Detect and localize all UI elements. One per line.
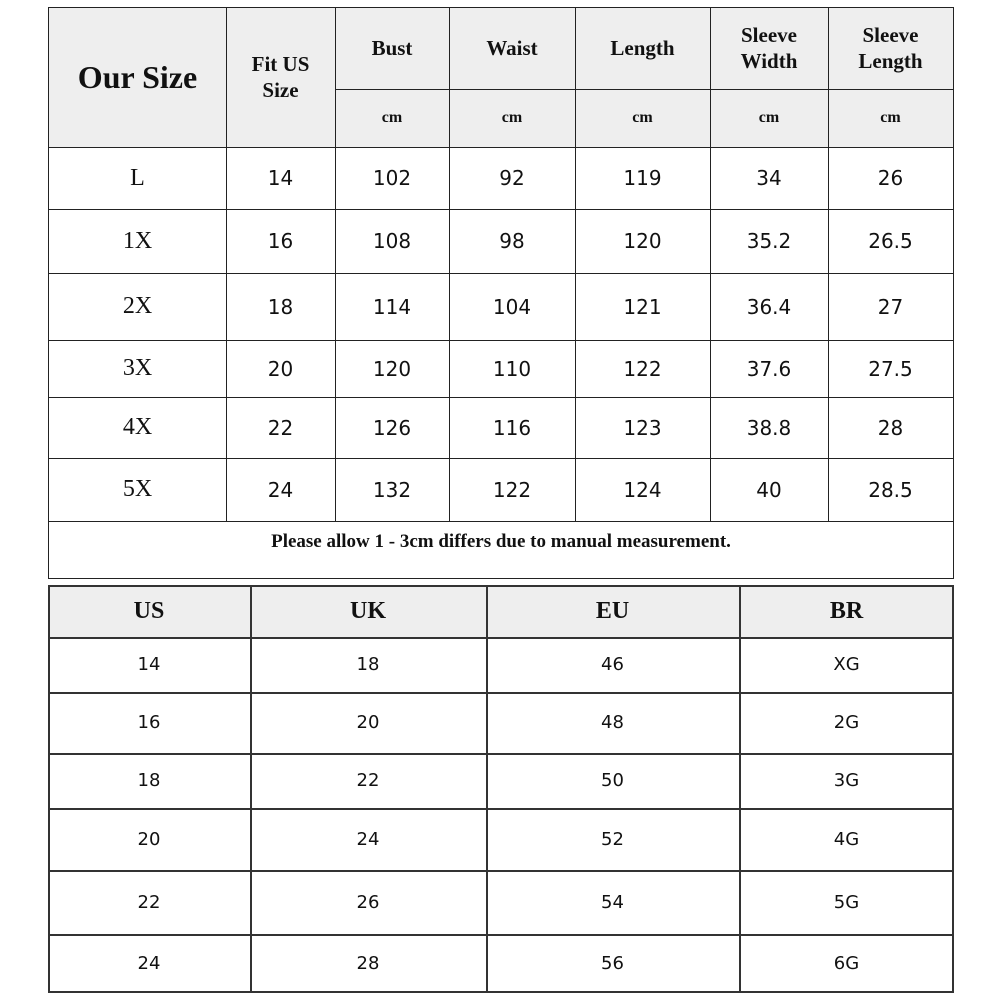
bust-unit (335, 89, 449, 147)
us-size-cell: 14 (137, 654, 161, 675)
measurement-cell: 123 (623, 415, 662, 440)
measurement-cell: 126 (372, 415, 412, 440)
measurement-cell: 114 (372, 294, 412, 319)
conversion-row-divider (48, 637, 954, 639)
eu-size-cell: 54 (601, 891, 624, 913)
measurement-cell: 124 (623, 477, 662, 502)
measurement-cell: 121 (623, 294, 662, 319)
uk-size-cell: 24 (356, 828, 380, 850)
measurement-cell: 40 (756, 477, 782, 502)
size-chart-row-divider (335, 89, 953, 90)
sleeve-width-header-text: Sleeve Width (740, 23, 798, 73)
size-chart-column-divider (828, 8, 829, 521)
uk-header: UK (350, 597, 386, 624)
us-size-cell: 24 (137, 953, 161, 974)
conversion-row-divider (48, 585, 954, 587)
eu-header: EU (595, 597, 630, 624)
eu-size-cell: 46 (601, 654, 624, 675)
br-size-cell: 4G (833, 828, 860, 850)
measurement-cell: 108 (372, 229, 412, 253)
our-size-header-text: Our Size (77, 59, 198, 95)
conversion-row-divider (48, 753, 954, 755)
size-chart-row-divider (49, 209, 953, 210)
conversion-row-divider (48, 808, 954, 810)
sleeve-length-unit (828, 89, 953, 147)
size-chart-column-divider (575, 8, 576, 521)
conversion-column-divider (486, 585, 488, 993)
uk-size-cell: 22 (356, 770, 380, 791)
conversion-row-divider (48, 692, 954, 694)
measurement-cell: 119 (623, 166, 662, 190)
br-size-cell: 6G (833, 953, 860, 974)
conversion-row-divider (48, 934, 954, 936)
measurement-cell: 98 (499, 229, 525, 253)
size-label-cell: 2X (122, 293, 153, 319)
conversion-column-divider (952, 585, 954, 993)
length-header (575, 8, 710, 89)
fit-us-cell: 22 (267, 415, 294, 440)
measurement-cell: 28.5 (868, 477, 913, 502)
waist-header (449, 8, 575, 89)
sleeve-width-unit (710, 89, 828, 147)
conversion-column-divider (48, 585, 50, 993)
bust-header-text: Bust (371, 35, 413, 60)
br-size-cell: 5G (833, 891, 860, 913)
measurement-cell: 122 (492, 477, 532, 502)
waist-header-text: Waist (486, 35, 538, 60)
br-size-cell: 2G (833, 712, 860, 733)
measurement-cell: 116 (492, 415, 532, 440)
sleeve-length-header-text: Sleeve Length (858, 23, 923, 73)
size-chart-row-divider (49, 521, 953, 522)
measurement-cell: 110 (492, 356, 532, 381)
size-chart-column-divider (449, 8, 450, 521)
size-conversion-table (48, 585, 954, 993)
uk-size-cell: 20 (356, 712, 380, 733)
measurement-cell: 122 (623, 356, 662, 381)
measurement-cell: 120 (623, 229, 662, 253)
waist-unit-text: cm (501, 109, 523, 126)
measurement-cell: 27 (877, 294, 904, 319)
us-size-cell: 22 (137, 891, 161, 913)
conversion-column-divider (250, 585, 252, 993)
sleeve-width-header (710, 8, 828, 89)
measurement-cell: 28 (877, 415, 904, 440)
fit-us-cell: 18 (267, 294, 294, 319)
measurement-cell: 36.4 (746, 294, 792, 319)
fit-us-size-header-text: Fit US Size (251, 52, 310, 102)
size-label-cell: 5X (122, 476, 153, 502)
eu-size-cell: 48 (601, 712, 624, 733)
us-size-cell: 18 (137, 770, 161, 791)
uk-size-cell: 26 (356, 891, 380, 913)
measurement-cell: 34 (756, 166, 782, 190)
br-header: BR (829, 597, 864, 624)
uk-size-cell: 28 (356, 953, 380, 974)
br-size-cell: 3G (833, 770, 860, 791)
fit-us-cell: 20 (267, 356, 294, 381)
fit-us-cell: 14 (267, 166, 294, 190)
size-chart-row-divider (49, 397, 953, 398)
sleeve-length-header (828, 8, 953, 89)
length-unit (575, 89, 710, 147)
bust-unit-text: cm (381, 109, 403, 126)
measurement-cell: 35.2 (746, 229, 792, 253)
measurement-cell: 26 (877, 166, 904, 190)
size-label-cell: 1X (122, 227, 153, 254)
size-chart-column-divider (335, 8, 336, 521)
size-label-cell: L (130, 164, 145, 191)
size-chart-row-divider (49, 273, 953, 274)
fit-us-cell: 24 (267, 477, 294, 502)
measurement-cell: 27.5 (868, 356, 913, 381)
measurement-cell: 26.5 (868, 229, 913, 253)
size-chart-row-divider (49, 458, 953, 459)
uk-size-cell: 18 (356, 654, 380, 675)
measurement-cell: 92 (499, 166, 525, 190)
br-size-cell: XG (833, 654, 860, 675)
sleeve-length-unit-text: cm (880, 109, 901, 126)
measurement-note-text: Please allow 1 - 3cm differs due to manual measurement. (271, 531, 731, 552)
eu-size-cell: 50 (601, 770, 624, 791)
measurement-cell: 38.8 (746, 415, 792, 440)
us-size-cell: 16 (137, 712, 161, 733)
length-unit-text: cm (632, 109, 653, 126)
measurement-cell: 132 (372, 477, 412, 502)
size-chart-row-divider (49, 340, 953, 341)
conversion-row-divider (48, 991, 954, 993)
eu-size-cell: 56 (601, 953, 624, 974)
eu-size-cell: 52 (601, 828, 624, 850)
measurement-cell: 102 (372, 166, 412, 190)
measurement-note (49, 521, 953, 563)
waist-unit (449, 89, 575, 147)
measurement-cell: 104 (492, 294, 532, 319)
us-header: US (133, 597, 165, 624)
size-label-cell: 4X (122, 414, 153, 440)
size-chart-table (48, 7, 954, 579)
size-chart-column-divider (226, 8, 227, 521)
size-label-cell: 3X (122, 355, 153, 381)
sleeve-width-unit-text: cm (758, 109, 780, 126)
our-size-header (49, 8, 226, 147)
measurement-cell: 120 (372, 356, 412, 381)
conversion-row-divider (48, 870, 954, 872)
bust-header (335, 8, 449, 89)
conversion-column-divider (739, 585, 741, 993)
size-chart-row-divider (49, 147, 953, 148)
length-header-text: Length (610, 35, 675, 60)
fit-us-cell: 16 (267, 229, 294, 253)
us-size-cell: 20 (137, 828, 161, 850)
size-chart-column-divider (710, 8, 711, 521)
measurement-cell: 37.6 (746, 356, 792, 381)
fit-us-size-header (226, 8, 335, 147)
